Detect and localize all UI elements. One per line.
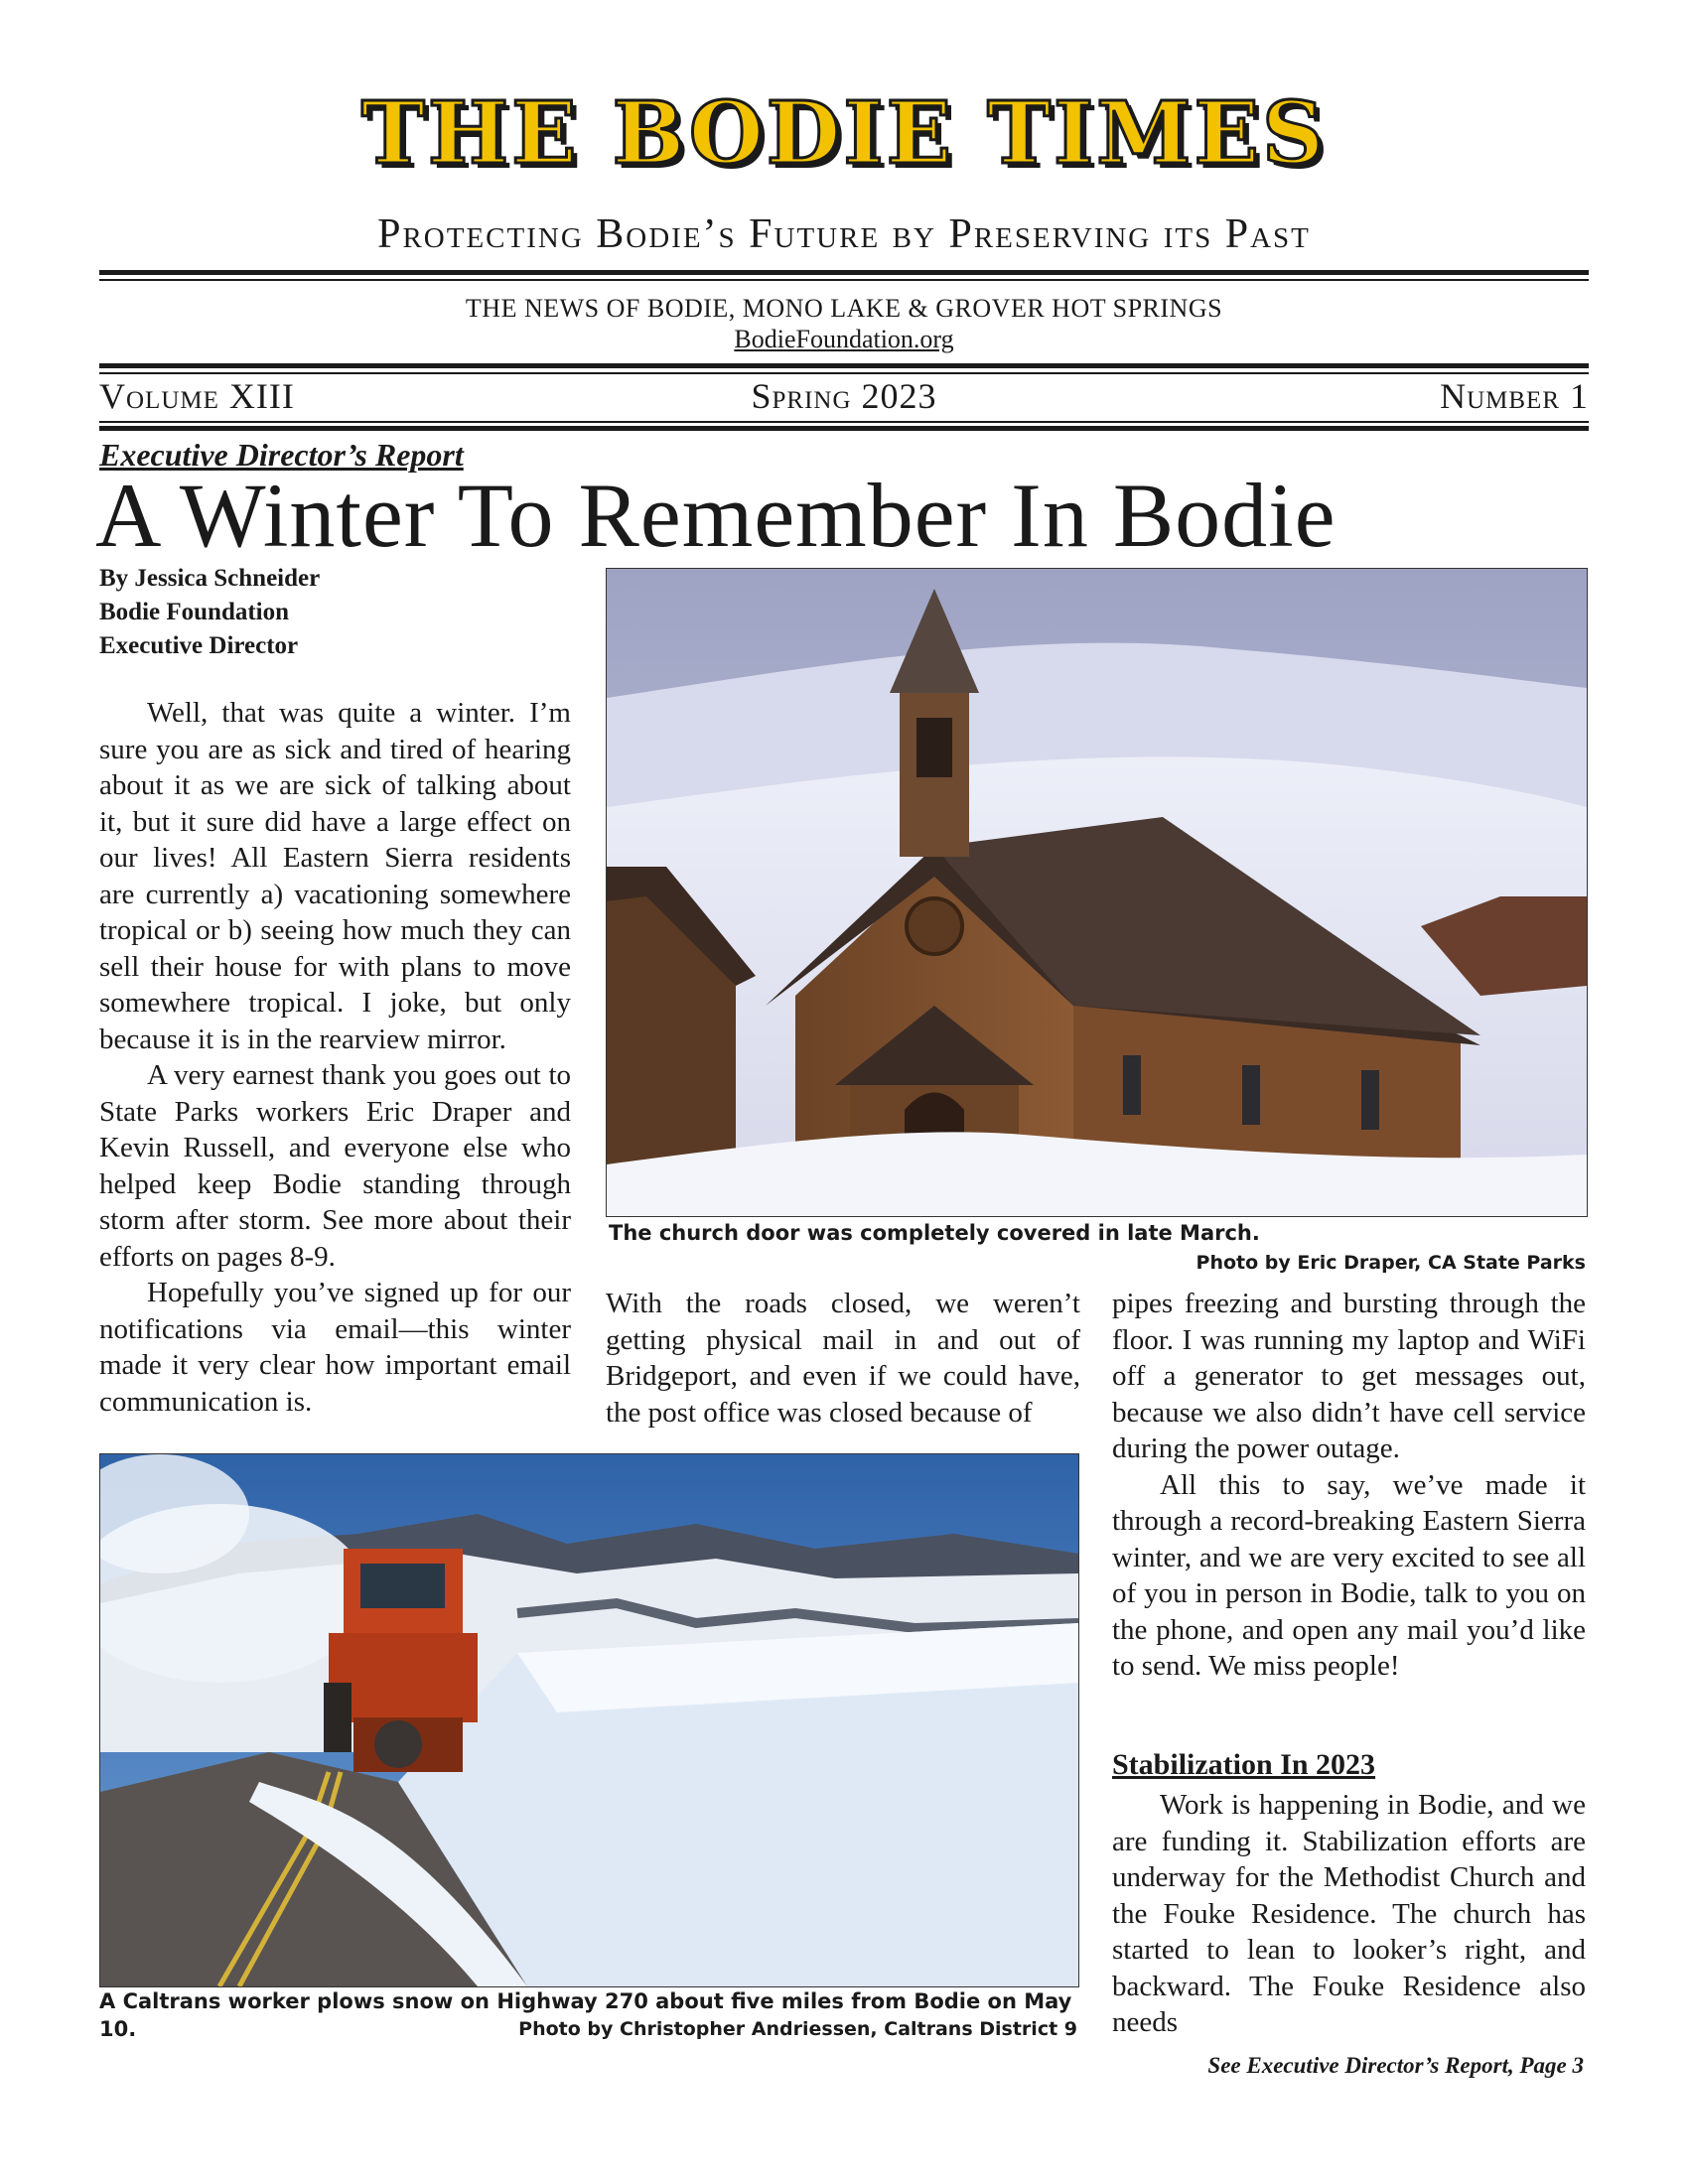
article-column-1 — [99, 695, 571, 1449]
masthead-rule-top-thin — [99, 279, 1589, 281]
article-column-3 — [1112, 1286, 1586, 1712]
byline-author: By Jessica Schneider — [99, 565, 321, 592]
church-photo-image — [607, 569, 1587, 1216]
plow-photo — [99, 1453, 1079, 1987]
article-column-3-continued — [1112, 1787, 1586, 2038]
season-label: Spring 2023 — [751, 376, 937, 416]
news-line: THE NEWS OF BODIE, MONO LAKE & GROVER HOT SPRINGS — [465, 294, 1223, 323]
issue-rule-bottom — [99, 426, 1589, 431]
issue-number-label: Number 1 — [1440, 376, 1589, 416]
byline-title: Executive Director — [99, 632, 299, 659]
article-kicker: Executive Director’s Report — [99, 437, 464, 473]
article-headline: A Winter To Remember In Bodie — [95, 465, 1336, 566]
website-link[interactable]: BodieFoundation.org — [734, 325, 954, 353]
article-paragraph: All this to say, we’ve made it through a record-breaking Eastern Sierra winter, and we are very excited to see all of you in person in Bodie, talk to you on the phone, and open any mail you’d like to send. We miss people! — [1112, 1468, 1586, 1682]
plow-photo-image — [100, 1454, 1078, 1986]
article-byline — [99, 562, 320, 663]
article-column-2 — [606, 1286, 1080, 1434]
masthead-rule-top — [99, 270, 1589, 275]
masthead-tagline: Protecting Bodie’s Future by Preserving its Past — [377, 211, 1311, 257]
stabilization-subhead: Stabilization In 2023 — [1112, 1748, 1376, 1781]
church-photo-credit: Photo by Eric Draper, CA State Parks — [1196, 1252, 1586, 1274]
issue-rule-top — [99, 363, 1589, 368]
article-paragraph: Work is happening in Bodie, and we are funding it. Stabilization efforts are underway for the Methodist Church and the Fouke Residence. The church has started to lean to looker’s right, and backward. The Fouke Residence also needs — [1112, 1789, 1586, 2038]
issue-rule-top-thin — [99, 372, 1589, 374]
church-photo — [606, 568, 1588, 1217]
issue-rule-bottom-thin — [99, 421, 1589, 423]
jump-line[interactable]: See Executive Director’s Report, Page 3 — [1207, 2053, 1584, 2078]
plow-photo-caption: A Caltrans worker plows snow on Highway 270 about five miles from Bodie on May 10. — [99, 1989, 1072, 2041]
article-paragraph: Hopefully you’ve signed up for our notifications via email—this winter made it very clear how important email communication is. — [99, 1277, 571, 1418]
article-paragraph: With the roads closed, we weren’t getting physical mail in and out of Bridgeport, and even if we could have, the post office was closed because of — [606, 1288, 1080, 1429]
byline-org: Bodie Foundation — [99, 599, 290, 625]
church-photo-caption: The church door was completely covered in late March. — [609, 1221, 1260, 1245]
plow-photo-credit: Photo by Christopher Andriessen, Caltrans District 9 — [518, 2018, 1077, 2040]
article-paragraph: Well, that was quite a winter. I’m sure you are as sick and tired of hearing about it as we are sick of talking about it, but it sure did have a large effect on our lives! All Eastern Sierra residents are currently a) vacationing somewhere tropical or b) seeing how much they can sell their house for with plans to move somewhere tropical. I joke, but only because it is in the rearview mirror. — [99, 697, 571, 1055]
article-paragraph: pipes freezing and bursting through the floor. I was running my laptop and WiFi off a generator to get messages out, because we also didn’t have cell service during the power outage. — [1112, 1288, 1586, 1464]
volume-label: Volume XIII — [99, 376, 295, 416]
article-paragraph: A very earnest thank you goes out to State Parks workers Eric Draper and Kevin Russell, and everyone else who helped keep Bodie standing through storm after storm. See more about their efforts on pages 8-9. — [99, 1059, 571, 1273]
masthead-title: THE BODIE TIMES — [360, 83, 1328, 184]
